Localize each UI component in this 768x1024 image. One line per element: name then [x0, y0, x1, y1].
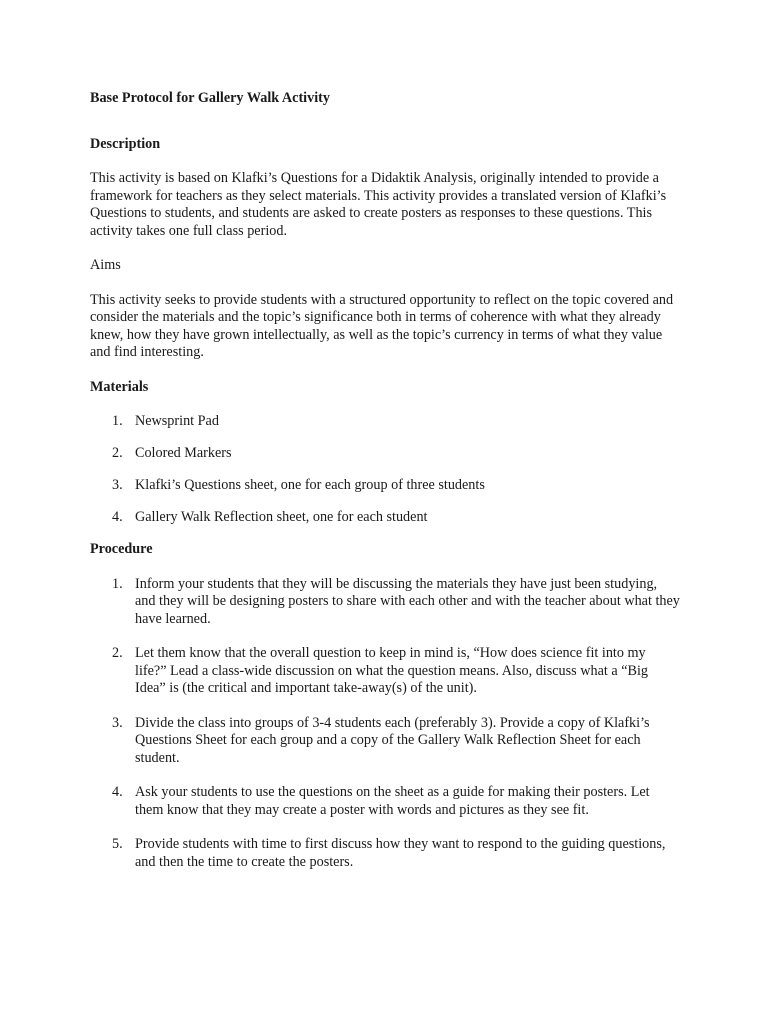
- list-text: Colored Markers: [135, 445, 232, 461]
- list-number: 5.: [112, 836, 123, 852]
- procedure-heading: Procedure: [90, 541, 153, 557]
- list-text: Klafki’s Questions sheet, one for each group of three students: [135, 477, 485, 493]
- list-text: Provide students with time to first discuss how they want to respond to the guiding questions, and then the time to create the posters.: [135, 836, 666, 870]
- list-item: [90, 715, 680, 768]
- list-item: [90, 784, 680, 819]
- list-number: 3.: [112, 477, 123, 493]
- list-number: 4.: [112, 784, 123, 800]
- list-number: 1.: [112, 413, 123, 429]
- aims-heading: Aims: [90, 257, 121, 273]
- aims-text: This activity seeks to provide students with a structured opportunity to reflect on the topic covered and consider the materials and the topic’s significance both in terms of coherence with what they already knew, how they have grown intellectually, as well as the topic’s currency in terms of what they value and find interesting.: [90, 291, 674, 360]
- list-text: Inform your students that they will be discussing the materials they have just been studying, and they will be designing posters to share with each other and with the teacher about what they have learned.: [135, 575, 680, 627]
- list-number: 1.: [112, 575, 123, 592]
- list-number: 2.: [112, 645, 123, 661]
- list-text: Divide the class into groups of 3-4 students each (preferably 3). Provide a copy of Klafki’s Questions Sheet for each group and a copy of the Gallery Walk Reflection Sheet for each student.: [135, 714, 650, 766]
- list-item: [90, 576, 680, 629]
- list-item: [90, 477, 680, 495]
- list-text: Gallery Walk Reflection sheet, one for each student: [135, 509, 428, 525]
- procedure-list: [90, 576, 680, 872]
- list-item: [90, 645, 680, 698]
- list-number: 4.: [112, 509, 123, 525]
- description-heading: Description: [90, 135, 161, 152]
- list-number: 3.: [112, 714, 123, 731]
- list-item: [90, 836, 680, 871]
- list-item: [90, 445, 680, 463]
- materials-heading: Materials: [90, 378, 149, 395]
- list-number: 2.: [112, 445, 123, 461]
- list-item: [90, 509, 680, 527]
- document-title: Base Protocol for Gallery Walk Activity: [90, 90, 330, 106]
- materials-list: [90, 413, 680, 527]
- list-text: Newsprint Pad: [135, 413, 219, 429]
- list-item: [90, 413, 680, 431]
- list-text: Let them know that the overall question to keep in mind is, “How does science fit into my life?” Lead a class-wide discussion on what the question means. Also, discuss what a “Big Idea” is (the critical and important take-away(s) of the unit).: [135, 645, 649, 696]
- document-page: [90, 90, 680, 888]
- description-text: This activity is based on Klafki’s Questions for a Didaktik Analysis, originally intended to provide a framework for teachers as they select materials. This activity provides a translated version of Klafki’s Questions to students, and students are asked to create posters as responses to these questions. This activity takes one full class period.: [90, 170, 667, 239]
- list-text: Ask your students to use the questions on the sheet as a guide for making their posters. Let them know that they may create a poster with words and pictures as they see fit.: [135, 784, 650, 818]
